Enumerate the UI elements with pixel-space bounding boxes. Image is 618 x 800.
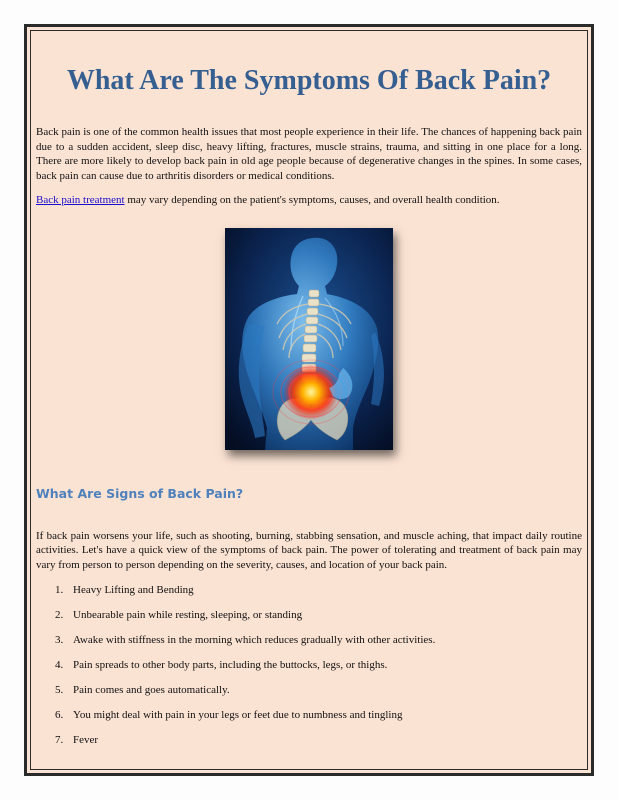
back-pain-treatment-link[interactable]: Back pain treatment — [36, 194, 125, 206]
list-item-number: 7. — [55, 734, 64, 746]
list-item — [36, 583, 582, 597]
back-pain-illustration — [225, 228, 393, 450]
list-item-text: Awake with stiffness in the morning which reduces gradually with other activities. — [73, 634, 436, 646]
list-item — [36, 658, 582, 672]
spine-illustration-graphic — [225, 228, 393, 450]
list-item — [36, 683, 582, 697]
symptoms-list — [36, 583, 582, 747]
list-item-text: You might deal with pain in your legs or feet due to numbness and tingling — [73, 709, 403, 721]
list-item — [36, 708, 582, 722]
list-item-text: Pain spreads to other body parts, including the buttocks, legs, or thighs. — [73, 659, 388, 671]
list-item-text: Pain comes and goes automatically. — [73, 684, 230, 696]
page-title: What Are The Symptoms Of Back Pain? — [66, 65, 552, 96]
list-item-number: 6. — [55, 709, 64, 721]
list-item-text: Heavy Lifting and Bending — [73, 584, 194, 596]
list-item-text: Unbearable pain while resting, sleeping, or standing — [73, 609, 303, 621]
signs-paragraph: If back pain worsens your life, such as shooting, burning, stabbing sensation, and muscle aching, that impact daily routine activities. Let's have a quick view of the symptoms of back pain. The power of tolerating and treatment of back pain may vary from person to person depending on the severity, causes, and location of your back pain. — [36, 529, 582, 571]
list-item-number: 5. — [55, 684, 64, 696]
list-item — [36, 733, 582, 747]
list-item-number: 1. — [55, 584, 64, 596]
signs-subheading: What Are Signs of Back Pain? — [36, 485, 244, 501]
list-item-number: 3. — [55, 634, 64, 646]
page-frame — [24, 24, 594, 776]
document-content — [36, 27, 582, 758]
list-item-number: 2. — [55, 609, 64, 621]
treatment-paragraph-text: may vary depending on the patient's symptoms, causes, and overall health condition. — [124, 194, 500, 206]
list-item-number: 4. — [55, 659, 64, 671]
intro-paragraph: Back pain is one of the common health issues that most people experience in their life. The chances of happening back pain due to a sudden accident, sleep disc, heavy lifting, fractures, muscle strains, trauma, and sitting in one place for a long. There are more likely to develop back pain in old age people because of degenerative changes in the spines. In some cases, back pain can cause due to arthritis disorders or medical conditions. — [36, 126, 582, 182]
list-item — [36, 608, 582, 622]
treatment-paragraph — [36, 193, 582, 208]
list-item-text: Fever — [73, 734, 99, 746]
list-item — [36, 633, 582, 647]
